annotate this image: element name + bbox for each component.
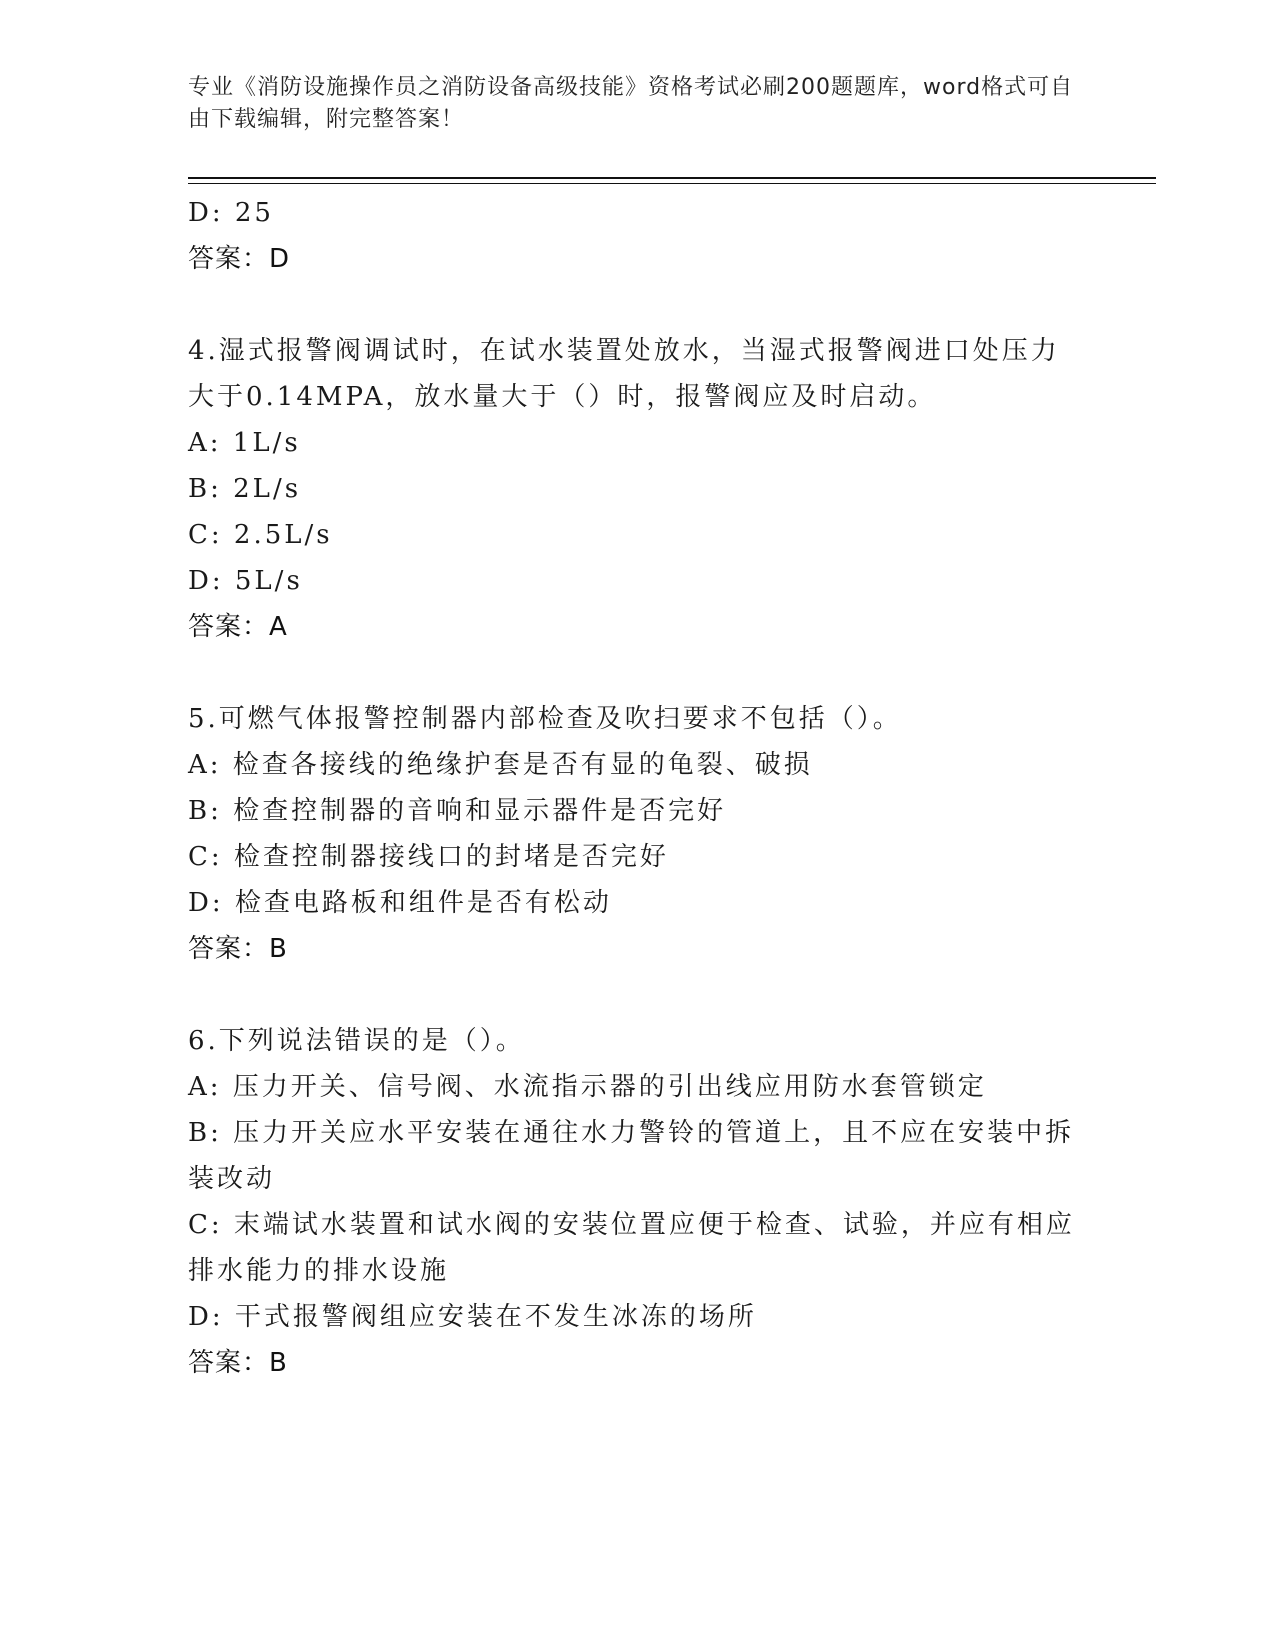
option-c: C: 检查控制器接线口的封堵是否完好	[188, 842, 669, 872]
option-b-line-1: B: 压力开关应水平安装在通往水力警铃的管道上，且不应在安装中拆	[188, 1118, 1075, 1148]
header-rule-thick	[188, 177, 1156, 179]
option-d: D: 干式报警阀组应安装在不发生冰冻的场所	[188, 1302, 757, 1332]
document-header: 专业《消防设施操作员之消防设备高级技能》资格考试必刷200题题库，word格式可自由下载编辑，附完整答案！	[188, 75, 1074, 132]
answer-line: 答案：D	[188, 244, 291, 274]
question-4	[188, 328, 1088, 650]
question-6	[188, 1018, 1088, 1386]
answer-line: 答案：B	[188, 934, 288, 964]
previous-question-tail	[188, 190, 1088, 282]
option-b-line-2: 装改动	[188, 1164, 276, 1194]
spacer	[188, 282, 1088, 328]
option-b: B: 检查控制器的音响和显示器件是否完好	[188, 796, 727, 826]
question-text-line-2: 大于0.14MPA，放水量大于（）时，报警阀应及时启动。	[188, 382, 937, 412]
question-5	[188, 696, 1088, 972]
spacer	[188, 650, 1088, 696]
option-a: A: 压力开关、信号阀、水流指示器的引出线应用防水套管锁定	[188, 1072, 987, 1102]
option-d: D: 检查电路板和组件是否有松动	[188, 888, 612, 918]
option-b: B: 2L/s	[188, 474, 302, 504]
answer-line: 答案：A	[188, 612, 288, 642]
header-rule-thin	[188, 183, 1156, 184]
option-c-line-1: C: 末端试水装置和试水阀的安装位置应便于检查、试验，并应有相应	[188, 1210, 1075, 1240]
document-body	[188, 190, 1088, 1386]
option-c: C: 2.5L/s	[188, 520, 333, 550]
question-text-line-1: 4.湿式报警阀调试时，在试水装置处放水，当湿式报警阀进口处压力	[188, 336, 1060, 366]
answer-line: 答案：B	[188, 1348, 288, 1378]
spacer	[188, 972, 1088, 1018]
question-text-line-1: 5.可燃气体报警控制器内部检查及吹扫要求不包括（）。	[188, 704, 902, 734]
option-a: A: 检查各接线的绝缘护套是否有显的龟裂、破损	[188, 750, 813, 780]
option-d: D: 5L/s	[188, 566, 303, 596]
option-a: A: 1L/s	[188, 428, 301, 458]
option-c-line-2: 排水能力的排水设施	[188, 1256, 450, 1286]
option-d: D: 25	[188, 198, 274, 228]
question-text-line-1: 6.下列说法错误的是（）。	[188, 1026, 525, 1056]
